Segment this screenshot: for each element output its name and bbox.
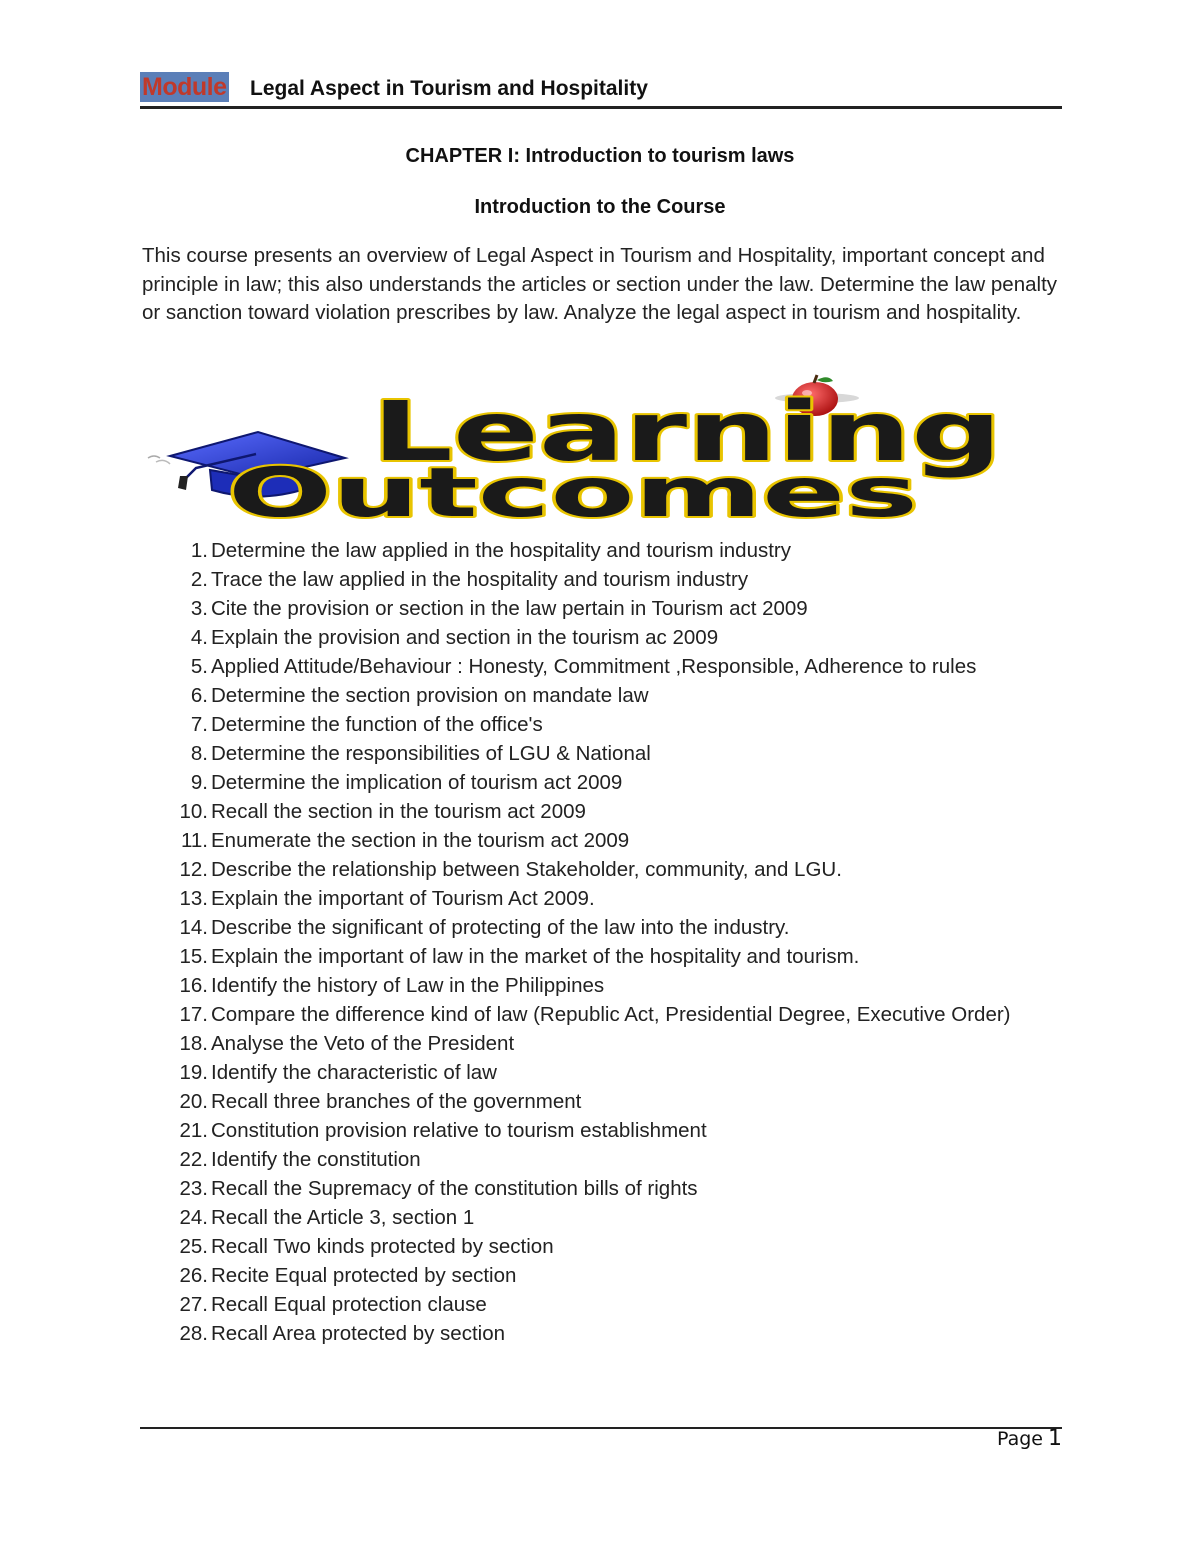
list-item xyxy=(142,913,1072,942)
list-item-text: Explain the provision and section in the tourism ac 2009 xyxy=(211,626,719,649)
banner-line-outcomes: Outcomes xyxy=(228,454,918,524)
list-item-number: 19. xyxy=(179,1061,208,1084)
list-item-text: Recall Equal protection clause xyxy=(211,1293,487,1316)
footer-rule xyxy=(140,1427,1062,1429)
page-header xyxy=(140,72,1062,109)
list-item xyxy=(142,1116,1072,1145)
list-item xyxy=(142,768,1072,797)
list-item-number: 2. xyxy=(190,568,208,591)
list-item-text: Identify the characteristic of law xyxy=(211,1061,497,1084)
intro-paragraph: This course presents an overview of Legal Aspect in Tourism and Hospitality, important concept and principle in law; this also understands the articles or section under the law. Determine the law penalty or sanction toward violation prescribes by law. Analyze the legal aspect in tourism and hospitality. xyxy=(142,244,1058,324)
list-item-text: Cite the provision or section in the law pertain in Tourism act 2009 xyxy=(211,597,808,620)
list-item-number: 16. xyxy=(179,974,208,997)
list-item-text: Recall Two kinds protected by section xyxy=(211,1235,554,1258)
list-item-text: Compare the difference kind of law (Republic Act, Presidential Degree, Executive Order) xyxy=(211,1003,1011,1026)
list-item xyxy=(142,594,1072,623)
list-item xyxy=(142,536,1072,565)
list-item-number: 7. xyxy=(190,713,208,736)
list-item-text: Analyse the Veto of the President xyxy=(211,1032,515,1055)
list-item-number: 11. xyxy=(181,829,208,852)
header-title: Legal Aspect in Tourism and Hospitality xyxy=(250,77,648,100)
list-item-text: Determine the section provision on mandate law xyxy=(211,684,649,707)
list-item-text: Recall the Supremacy of the constitution bills of rights xyxy=(211,1177,698,1200)
page-number: 1 xyxy=(1048,1426,1062,1451)
list-item-number: 17. xyxy=(179,1003,208,1026)
list-item xyxy=(142,681,1072,710)
list-item-number: 20. xyxy=(179,1090,208,1113)
list-item-number: 21. xyxy=(179,1119,208,1142)
list-item xyxy=(142,1087,1072,1116)
list-item-number: 12. xyxy=(179,858,208,881)
list-item xyxy=(142,884,1072,913)
list-item xyxy=(142,1058,1072,1087)
list-item-text: Recall three branches of the government xyxy=(211,1090,582,1113)
list-item xyxy=(142,942,1072,971)
list-item xyxy=(142,1232,1072,1261)
list-item-text: Recite Equal protected by section xyxy=(211,1264,517,1287)
list-item-number: 4. xyxy=(190,626,208,649)
list-item xyxy=(142,1290,1072,1319)
list-item-text: Trace the law applied in the hospitality and tourism industry xyxy=(211,568,749,591)
list-item-number: 18. xyxy=(179,1032,208,1055)
module-tag: Module xyxy=(142,73,227,101)
list-item-text: Determine the law applied in the hospitality and tourism industry xyxy=(211,539,791,562)
list-item-number: 26. xyxy=(179,1264,208,1287)
list-item-text: Explain the important of law in the market of the hospitality and tourism. xyxy=(211,945,860,968)
list-item-number: 28. xyxy=(179,1322,208,1345)
list-item-number: 14. xyxy=(179,916,208,939)
list-item-number: 27. xyxy=(179,1293,208,1316)
list-item-text: Recall the Article 3, section 1 xyxy=(211,1206,475,1229)
list-item-text: Explain the important of Tourism Act 2009. xyxy=(211,887,595,910)
list-item xyxy=(142,855,1072,884)
list-item-number: 23. xyxy=(179,1177,208,1200)
list-item-number: 25. xyxy=(179,1235,208,1258)
chapter-title: CHAPTER I: Introduction to tourism laws xyxy=(405,145,795,167)
list-item xyxy=(142,1029,1072,1058)
list-item-text: Identify the constitution xyxy=(211,1148,421,1171)
list-item xyxy=(142,1319,1072,1348)
list-item-text: Identify the history of Law in the Philippines xyxy=(211,974,605,997)
list-item-number: 22. xyxy=(179,1148,208,1171)
list-item-number: 6. xyxy=(190,684,208,707)
list-item xyxy=(142,623,1072,652)
list-item-text: Recall Area protected by section xyxy=(211,1322,505,1345)
list-item-number: 9. xyxy=(190,771,208,794)
course-heading: Introduction to the Course xyxy=(474,196,726,218)
list-item-number: 1. xyxy=(190,539,208,562)
list-item-text: Recall the section in the tourism act 2009 xyxy=(211,800,586,823)
page-label: Page xyxy=(997,1428,1043,1450)
list-item xyxy=(142,1174,1072,1203)
page-number-label xyxy=(997,1426,1062,1451)
list-item-number: 5. xyxy=(190,655,208,678)
list-item-number: 10. xyxy=(179,800,208,823)
list-item xyxy=(142,652,1072,681)
list-item-text: Describe the significant of protecting of the law into the industry. xyxy=(211,916,790,939)
list-item-text: Determine the function of the office's xyxy=(211,713,543,736)
list-item xyxy=(142,710,1072,739)
list-item-text: Determine the implication of tourism act 2009 xyxy=(211,771,623,794)
list-item xyxy=(142,739,1072,768)
list-item-number: 13. xyxy=(179,887,208,910)
list-item-number: 3. xyxy=(190,597,208,620)
list-item-text: Enumerate the section in the tourism act 2009 xyxy=(211,829,630,852)
list-item xyxy=(142,565,1072,594)
list-item-number: 24. xyxy=(179,1206,208,1229)
list-item xyxy=(142,826,1072,855)
learning-outcomes-banner xyxy=(140,372,1020,524)
banner-text xyxy=(228,385,1002,524)
list-item xyxy=(142,1000,1072,1029)
list-item xyxy=(142,1203,1072,1232)
list-item-text: Describe the relationship between Stakeholder, community, and LGU. xyxy=(211,858,842,881)
banner-line-learning: Learning xyxy=(372,385,1002,480)
list-item xyxy=(142,797,1072,826)
list-item xyxy=(142,1145,1072,1174)
list-item-text: Constitution provision relative to tourism establishment xyxy=(211,1119,707,1142)
list-item xyxy=(142,971,1072,1000)
list-item-text: Determine the responsibilities of LGU & National xyxy=(211,742,651,765)
list-item-number: 15. xyxy=(179,945,208,968)
list-item-text: Applied Attitude/Behaviour : Honesty, Commitment ,Responsible, Adherence to rules xyxy=(211,655,977,678)
list-item-number: 8. xyxy=(190,742,208,765)
learning-outcomes-list xyxy=(142,536,1072,1348)
list-item xyxy=(142,1261,1072,1290)
